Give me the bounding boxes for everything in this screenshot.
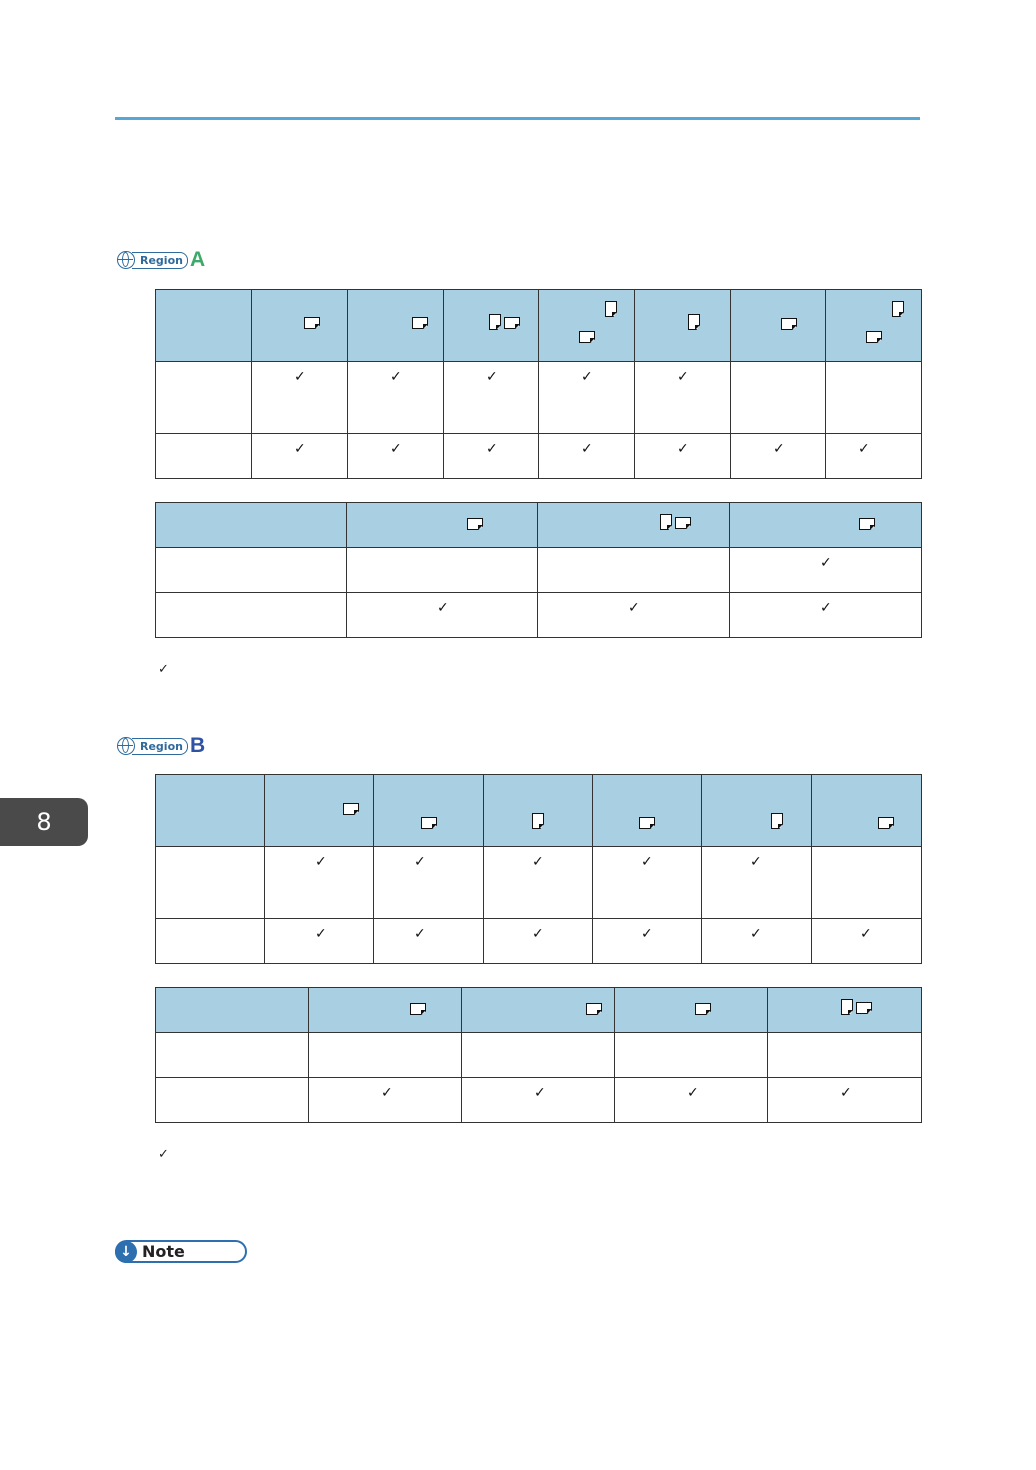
table-cell: [593, 919, 702, 964]
table-row: [156, 593, 922, 638]
landscape-paper-icon: [410, 1003, 426, 1015]
check-mark: ✓: [581, 441, 593, 457]
table-row: [156, 362, 922, 434]
header-cell: [156, 503, 347, 548]
header-cell: [730, 503, 922, 548]
portrait-paper-icon: [605, 301, 617, 317]
portrait-paper-icon: [841, 999, 853, 1015]
table-header-row: [156, 503, 922, 548]
region-letter: B: [189, 734, 206, 757]
landscape-paper-icon: [586, 1003, 602, 1015]
table-cell: [348, 434, 444, 479]
table-cell: [731, 362, 826, 434]
header-rule: [115, 117, 920, 120]
legend-check: ✓: [158, 1147, 169, 1162]
check-mark: ✓: [390, 369, 402, 385]
landscape-paper-icon: [467, 518, 483, 530]
table-cell: [538, 548, 730, 593]
region-b-table-1: [155, 774, 922, 964]
check-mark: ✓: [315, 926, 327, 942]
table-cell: [826, 434, 922, 479]
check-mark: ✓: [437, 600, 449, 616]
note-label: Note: [142, 1242, 185, 1261]
header-cell: [156, 775, 265, 847]
header-cell: [374, 775, 484, 847]
row-label-cell: [156, 919, 265, 964]
table-cell: [374, 847, 484, 919]
check-mark: ✓: [687, 1085, 699, 1101]
check-mark: ✓: [628, 600, 640, 616]
check-mark: ✓: [641, 926, 653, 942]
table-row: [156, 847, 922, 919]
region-a-table-1: [155, 289, 922, 479]
check-mark: ✓: [390, 441, 402, 457]
table-cell: [309, 1033, 462, 1078]
table-cell: [462, 1033, 615, 1078]
row-label-cell: [156, 548, 347, 593]
landscape-paper-icon: [579, 331, 595, 343]
header-cell: [156, 988, 309, 1033]
chapter-tab: 8: [0, 798, 88, 846]
table-cell: [702, 847, 812, 919]
check-mark: ✓: [858, 441, 870, 457]
row-label-cell: [156, 847, 265, 919]
row-label-cell: [156, 1078, 309, 1123]
table-cell: [484, 847, 593, 919]
check-mark: ✓: [486, 441, 498, 457]
table-header-row: [156, 290, 922, 362]
note-badge: [115, 1240, 247, 1263]
table-header-row: [156, 988, 922, 1033]
landscape-paper-icon: [695, 1003, 711, 1015]
check-mark: ✓: [840, 1085, 852, 1101]
landscape-paper-icon: [856, 1002, 872, 1014]
header-cell: [156, 290, 252, 362]
table-cell: [730, 548, 922, 593]
check-mark: ✓: [773, 441, 785, 457]
header-cell: [309, 988, 462, 1033]
landscape-paper-icon: [781, 318, 797, 330]
table-row: [156, 434, 922, 479]
table-cell: [812, 847, 922, 919]
table-cell: [265, 847, 374, 919]
check-mark: ✓: [860, 926, 872, 942]
table-cell: [309, 1078, 462, 1123]
header-cell: [252, 290, 348, 362]
row-label-cell: [156, 1033, 309, 1078]
portrait-paper-icon: [532, 813, 544, 829]
table-cell: [768, 1078, 922, 1123]
check-mark: ✓: [750, 854, 762, 870]
landscape-paper-icon: [343, 803, 359, 815]
table-cell: [812, 919, 922, 964]
region-b-table-2: [155, 987, 922, 1123]
table-cell: [252, 434, 348, 479]
landscape-paper-icon: [878, 817, 894, 829]
portrait-paper-icon: [489, 314, 501, 330]
header-cell: [731, 290, 826, 362]
header-cell: [539, 290, 635, 362]
table-cell: [635, 434, 731, 479]
portrait-paper-icon: [688, 314, 700, 330]
portrait-paper-icon: [892, 301, 904, 317]
check-mark: ✓: [750, 926, 762, 942]
table-cell: [826, 362, 922, 434]
check-mark: ✓: [414, 854, 426, 870]
landscape-paper-icon: [421, 817, 437, 829]
legend-check: ✓: [158, 662, 169, 677]
globe-icon: [117, 737, 135, 755]
table-cell: [768, 1033, 922, 1078]
table-cell: [539, 362, 635, 434]
landscape-paper-icon: [639, 817, 655, 829]
table-header-row: [156, 775, 922, 847]
region-label: Region: [132, 738, 188, 755]
check-mark: ✓: [677, 369, 689, 385]
table-cell: [444, 362, 539, 434]
header-cell: [812, 775, 922, 847]
region-b-badge: [117, 734, 206, 757]
header-cell: [484, 775, 593, 847]
row-label-cell: [156, 362, 252, 434]
table-cell: [462, 1078, 615, 1123]
region-a-table-2: [155, 502, 922, 638]
table-cell: [347, 548, 538, 593]
portrait-paper-icon: [771, 813, 783, 829]
header-cell: [826, 290, 922, 362]
check-mark: ✓: [534, 1085, 546, 1101]
landscape-paper-icon: [859, 518, 875, 530]
header-cell: [348, 290, 444, 362]
check-mark: ✓: [294, 369, 306, 385]
table-cell: [702, 919, 812, 964]
check-mark: ✓: [581, 369, 593, 385]
table-cell: [615, 1078, 768, 1123]
table-cell: [347, 593, 538, 638]
row-label-cell: [156, 593, 347, 638]
header-cell: [538, 503, 730, 548]
check-mark: ✓: [414, 926, 426, 942]
table-cell: [374, 919, 484, 964]
table-row: [156, 1078, 922, 1123]
region-label: Region: [132, 252, 188, 269]
table-row: [156, 919, 922, 964]
check-mark: ✓: [294, 441, 306, 457]
portrait-paper-icon: [660, 514, 672, 530]
check-mark: ✓: [486, 369, 498, 385]
check-mark: ✓: [677, 441, 689, 457]
header-cell: [265, 775, 374, 847]
arrow-down-icon: ↓: [115, 1241, 137, 1263]
landscape-paper-icon: [304, 317, 320, 329]
header-cell: [593, 775, 702, 847]
table-cell: [538, 593, 730, 638]
landscape-paper-icon: [412, 317, 428, 329]
row-label-cell: [156, 434, 252, 479]
table-cell: [444, 434, 539, 479]
header-cell: [615, 988, 768, 1033]
table-cell: [539, 434, 635, 479]
check-mark: ✓: [532, 926, 544, 942]
header-cell: [635, 290, 731, 362]
table-cell: [348, 362, 444, 434]
check-mark: ✓: [820, 600, 832, 616]
table-row: [156, 548, 922, 593]
check-mark: ✓: [532, 854, 544, 870]
region-a-badge: [117, 248, 206, 271]
header-cell: [702, 775, 812, 847]
table-row: [156, 1033, 922, 1078]
landscape-paper-icon: [504, 317, 520, 329]
header-cell: [462, 988, 615, 1033]
table-cell: [593, 847, 702, 919]
region-letter: A: [189, 248, 206, 271]
check-mark: ✓: [641, 854, 653, 870]
check-mark: ✓: [820, 555, 832, 571]
table-cell: [731, 434, 826, 479]
check-mark: ✓: [315, 854, 327, 870]
table-cell: [484, 919, 593, 964]
table-cell: [615, 1033, 768, 1078]
table-cell: [265, 919, 374, 964]
table-cell: [635, 362, 731, 434]
landscape-paper-icon: [675, 517, 691, 529]
check-mark: ✓: [381, 1085, 393, 1101]
table-cell: [252, 362, 348, 434]
landscape-paper-icon: [866, 331, 882, 343]
header-cell: [768, 988, 922, 1033]
header-cell: [444, 290, 539, 362]
globe-icon: [117, 251, 135, 269]
header-cell: [347, 503, 538, 548]
table-cell: [730, 593, 922, 638]
